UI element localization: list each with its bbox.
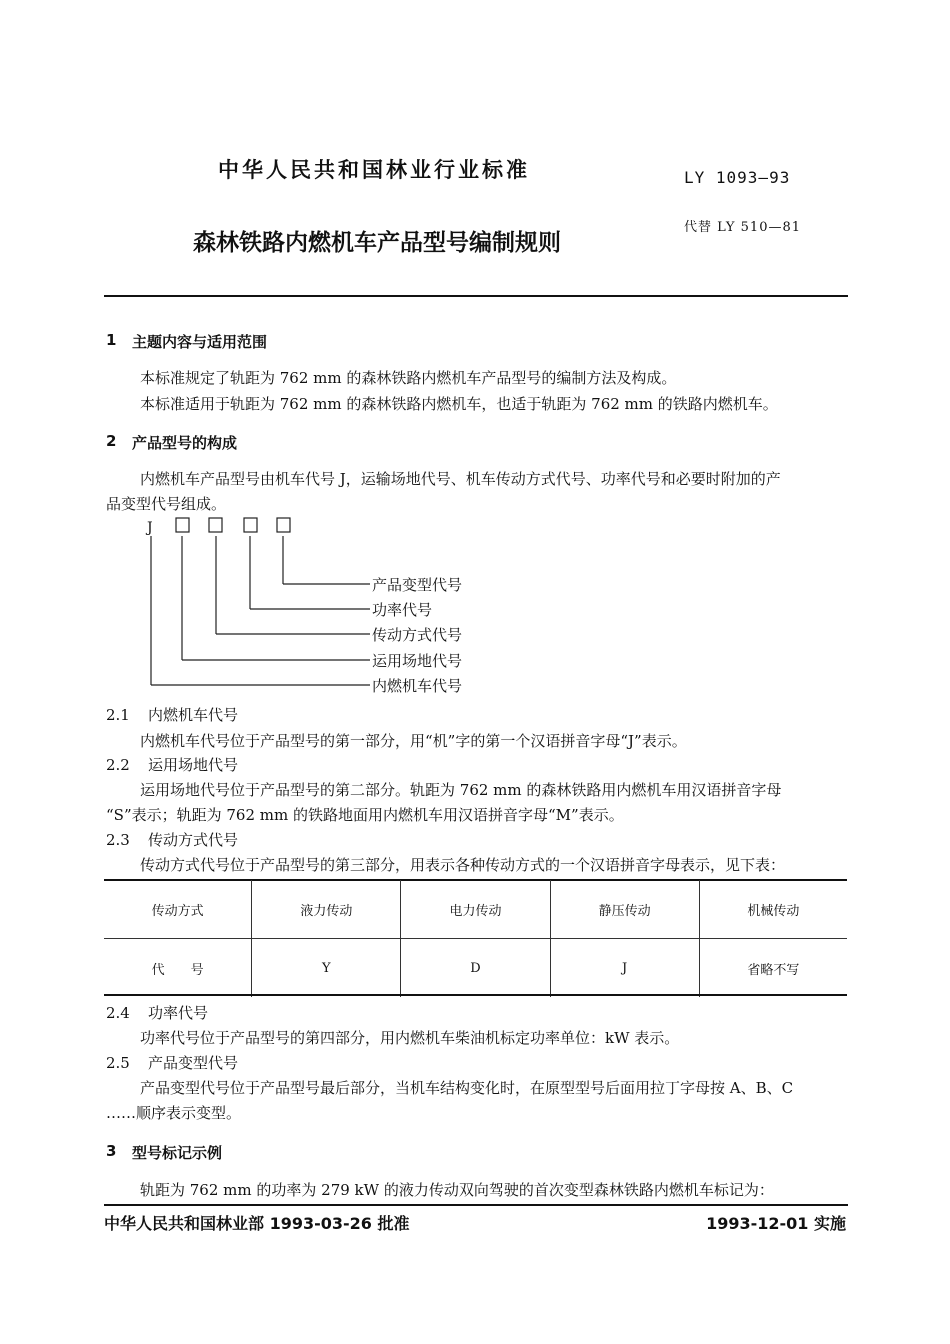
- effective-date: 1993-12-01 实施: [706, 1214, 846, 1233]
- section-3-number: 3: [106, 1142, 117, 1160]
- section-2-4-title: 功率代号: [148, 1004, 209, 1022]
- section-2-4-para: 功率代号位于产品型号的第四部分，用内燃机车柴油机标定功率单位：kW 表示。: [140, 1029, 680, 1047]
- diagram-prefix-j: J: [147, 520, 153, 536]
- section-2-2-para-line-1: 运用场地代号位于产品型号的第二部分。轨距为 762 mm 的森林铁路用内燃机车用汉语拼音字母: [140, 781, 782, 799]
- transmission-code-table: [104, 880, 847, 997]
- section-2-3-number: 2.3: [106, 831, 130, 849]
- section-1-number: 1: [106, 331, 117, 349]
- section-2-3-title: 传动方式代号: [148, 831, 239, 849]
- diagram-label-site: 运用场地代号: [372, 652, 463, 670]
- section-3-para: 轨距为 762 mm 的功率为 279 kW 的液力传动双向驾驶的首次变型森林铁路内燃机车标记为：: [140, 1181, 774, 1199]
- table-cell: 省略不写: [699, 939, 847, 998]
- section-2-1-para: 内燃机车代号位于产品型号的第一部分，用“机”字的第一个汉语拼音字母“J”表示。: [140, 732, 687, 750]
- table-header-cell: 电力传动: [401, 880, 550, 939]
- section-2-3-para: 传动方式代号位于产品型号的第三部分，用表示各种传动方式的一个汉语拼音字母表示，见下表：: [140, 856, 786, 874]
- table-bottom-rule: [104, 994, 847, 996]
- section-2-title: 产品型号的构成: [132, 434, 238, 452]
- approval-date: 中华人民共和国林业部 1993-03-26 批准: [104, 1214, 410, 1233]
- section-1-title: 主题内容与适用范围: [132, 333, 268, 351]
- section-1-para-2: 本标准适用于轨距为 762 mm 的森林铁路内燃机车，也适于轨距为 762 mm 的铁路内燃机车。: [140, 395, 778, 413]
- diagram-label-transmission: 传动方式代号: [372, 626, 463, 644]
- footer-rule: [104, 1204, 848, 1206]
- header-rule: [104, 295, 848, 297]
- section-2-2-number: 2.2: [106, 756, 130, 774]
- section-2-para-line-2: 品变型代号组成。: [106, 495, 227, 513]
- replaces-note: 代替 LY 510—81: [684, 220, 802, 235]
- diagram-label-variant: 产品变型代号: [372, 576, 463, 594]
- section-1-para-1: 本标准规定了轨距为 762 mm 的森林铁路内燃机车产品型号的编制方法及构成。: [140, 369, 677, 387]
- section-2-2-para-line-2: “S”表示；轨距为 762 mm 的铁路地面用内燃机车用汉语拼音字母“M”表示。: [106, 806, 624, 824]
- section-2-para-line-1: 内燃机车产品型号由机车代号 J，运输场地代号、机车传动方式代号、功率代号和必要时附加的产: [140, 470, 781, 488]
- table-cell: J: [550, 939, 699, 998]
- diagram-label-locomotive: 内燃机车代号: [372, 677, 463, 695]
- section-2-5-title: 产品变型代号: [148, 1054, 239, 1072]
- table-header-cell: 静压传动: [550, 880, 699, 939]
- table-row: [104, 939, 847, 998]
- section-2-1-number: 2.1: [106, 706, 130, 724]
- section-2-2-title: 运用场地代号: [148, 756, 239, 774]
- diagram-label-power: 功率代号: [372, 601, 433, 619]
- table-cell: Y: [252, 939, 401, 998]
- table-cell: D: [401, 939, 550, 998]
- section-2-1-title: 内燃机车代号: [148, 706, 239, 724]
- table-cell: 代 号: [151, 962, 204, 978]
- section-2-number: 2: [106, 432, 117, 450]
- standard-code: LY 1093—93: [684, 168, 791, 187]
- table-header-cell: 机械传动: [699, 880, 847, 939]
- section-2-4-number: 2.4: [106, 1004, 130, 1022]
- table-header-row: [104, 880, 847, 939]
- model-structure-diagram: [140, 516, 500, 702]
- document-title: 森林铁路内燃机车产品型号编制规则: [193, 230, 561, 256]
- section-3-title: 型号标记示例: [132, 1144, 223, 1162]
- section-2-5-number: 2.5: [106, 1054, 130, 1072]
- table-header-cell: 传动方式: [104, 880, 252, 939]
- table-header-cell: 液力传动: [252, 880, 401, 939]
- section-2-5-para-line-2: ……顺序表示变型。: [106, 1104, 242, 1122]
- section-2-5-para-line-1: 产品变型代号位于产品型号最后部分，当机车结构变化时，在原型型号后面用拉丁字母按 A、B、C: [140, 1079, 794, 1097]
- standard-org-title: 中华人民共和国林业行业标准: [218, 158, 530, 182]
